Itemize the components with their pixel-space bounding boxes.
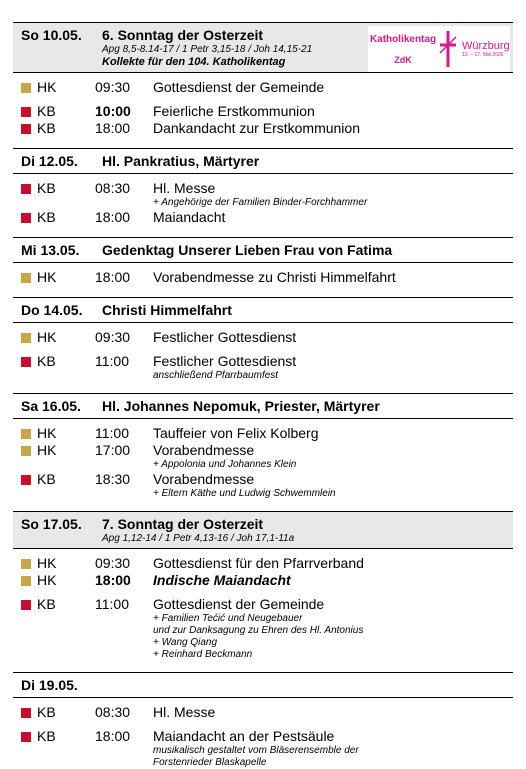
church-code: KB: [37, 209, 56, 225]
service-title: Festlicher Gottesdienst: [153, 329, 297, 345]
service-note: + Eltern Käthe und Ludwig Schwemmlein: [153, 488, 336, 499]
service-entry: [13, 555, 513, 572]
service-title: Indische Maiandacht: [153, 572, 291, 588]
day-date: Sa 16.05.: [21, 398, 81, 414]
service-entry: [13, 442, 513, 459]
church-code: HK: [37, 572, 57, 588]
church-code: KB: [37, 120, 56, 136]
service-note: anschließend Pfarrbaumfest: [153, 370, 279, 381]
logo-city: Würzburg: [462, 39, 510, 52]
hk-marker-icon: [21, 446, 31, 456]
service-note: + Appolonia und Johannes Klein: [153, 459, 297, 470]
kb-marker-icon: [21, 708, 31, 718]
service-time: 10:00: [95, 103, 131, 119]
entry-gap: [13, 346, 513, 353]
church-code: HK: [37, 329, 57, 345]
schedule-sheet: [13, 22, 513, 769]
entry-gap: [13, 721, 513, 728]
katholikentag-logo: [368, 26, 510, 72]
service-time: 11:00: [95, 353, 129, 369]
logo-sub: ZdK: [394, 54, 412, 65]
day-heading: [21, 153, 513, 170]
service-entry: [13, 425, 513, 442]
service-time: 09:30: [95, 79, 131, 95]
hk-marker-icon: [21, 576, 31, 586]
entry-list: [13, 425, 513, 500]
entry-gap: [13, 589, 513, 596]
service-title: Festlicher Gottesdienst: [153, 353, 297, 369]
day-date: Di 12.05.: [21, 153, 78, 169]
service-entry: [13, 704, 513, 721]
kb-marker-icon: [21, 184, 31, 194]
service-title: Gottesdienst der Gemeinde: [153, 79, 325, 95]
service-time: 18:00: [95, 728, 131, 744]
service-entry: [13, 120, 513, 137]
service-title: Tauffeier von Felix Kolberg: [153, 425, 319, 441]
church-code: KB: [37, 704, 56, 720]
entry-list: [13, 555, 513, 661]
service-time: 11:00: [95, 425, 129, 441]
service-entry: [13, 209, 513, 226]
kb-marker-icon: [21, 107, 31, 117]
day-title: Christi Himmelfahrt: [102, 302, 232, 318]
service-title: Vorabendmesse: [153, 442, 255, 458]
day-date: So 17.05.: [21, 516, 82, 532]
collection-note: Kollekte für den 104. Katholikentag: [102, 56, 286, 68]
day-heading: [21, 516, 513, 533]
hk-marker-icon: [21, 559, 31, 569]
entry-list: [13, 269, 513, 286]
hk-marker-icon: [21, 333, 31, 343]
cross-icon: [438, 29, 458, 69]
day-title: Hl. Pankratius, Märtyrer: [102, 153, 260, 169]
day-heading: [21, 242, 513, 259]
service-title: Dankandacht zur Erstkommunion: [153, 120, 360, 136]
day-title: Hl. Johannes Nepomuk, Priester, Märtyrer: [102, 398, 380, 414]
church-code: KB: [37, 353, 56, 369]
service-note: Forstenrieder Blaskapelle: [153, 757, 267, 768]
day-header: [13, 393, 513, 419]
day-heading: [21, 398, 513, 415]
service-time: 08:30: [95, 180, 131, 196]
service-entry: [13, 728, 513, 745]
service-entry: [13, 79, 513, 96]
service-entry: [13, 329, 513, 346]
service-time: 09:30: [95, 555, 131, 571]
day-header: [13, 297, 513, 323]
service-title: Maiandacht: [153, 209, 226, 225]
kb-marker-icon: [21, 213, 31, 223]
entry-list: [13, 79, 513, 137]
service-note: + Angehörige der Familien Binder-Forchhammer: [153, 197, 368, 208]
service-title: Vorabendmesse zu Christi Himmelfahrt: [153, 269, 396, 285]
service-entry: [13, 353, 513, 370]
day-date: Di 19.05.: [21, 677, 78, 693]
church-code: HK: [37, 555, 57, 571]
day-date: So 10.05.: [21, 27, 82, 43]
service-note: musikalisch gestaltet vom Bläserensemble der: [153, 745, 359, 756]
day-header: [13, 672, 513, 698]
service-note: + Familien Tećić und Neugebauer: [153, 613, 303, 624]
service-title: Maiandacht an der Pestsäule: [153, 728, 335, 744]
service-title: Gottesdienst für den Pfarrverband: [153, 555, 364, 571]
day-heading: [21, 302, 513, 319]
service-title: Hl. Messe: [153, 180, 216, 196]
service-title: Hl. Messe: [153, 704, 216, 720]
day-header: [13, 237, 513, 263]
service-time: 09:30: [95, 329, 131, 345]
day-header: [13, 511, 513, 549]
hk-marker-icon: [21, 273, 31, 283]
logo-left: [368, 34, 438, 65]
service-title: Feierliche Erstkommunion: [153, 103, 315, 119]
service-time: 11:00: [95, 596, 129, 612]
church-code: KB: [37, 103, 56, 119]
service-note: + Reinhard Beckmann: [153, 649, 253, 660]
service-time: 18:00: [95, 209, 131, 225]
church-code: KB: [37, 180, 56, 196]
kb-marker-icon: [21, 124, 31, 134]
day-title: 6. Sonntag der Osterzeit: [102, 27, 264, 43]
day-title: Gedenktag Unserer Lieben Frau von Fatima: [102, 242, 393, 258]
service-title: Vorabendmesse: [153, 471, 255, 487]
church-code: HK: [37, 79, 57, 95]
service-time: 18:30: [95, 471, 131, 487]
day-title: 7. Sonntag der Osterzeit: [102, 516, 264, 532]
service-entry: [13, 596, 513, 613]
entry-list: [13, 329, 513, 382]
service-time: 18:00: [95, 572, 131, 588]
readings: Apg 1,12-14 / 1 Petr 4,13-16 / Joh 17,1-11a: [102, 533, 295, 544]
logo-dates: 13. – 17. Mai 2026: [462, 51, 504, 58]
church-code: HK: [37, 442, 57, 458]
day-header: [13, 22, 513, 73]
church-code: HK: [37, 269, 57, 285]
day-header: [13, 148, 513, 174]
kb-marker-icon: [21, 600, 31, 610]
service-note: + Wang Qiang: [153, 637, 218, 648]
logo-brand: Katholikentag: [369, 33, 437, 45]
service-time: 18:00: [95, 269, 131, 285]
hk-marker-icon: [21, 429, 31, 439]
church-code: KB: [37, 471, 56, 487]
entry-list: [13, 180, 513, 226]
hk-marker-icon: [21, 83, 31, 93]
service-time: 08:30: [95, 704, 131, 720]
church-code: HK: [37, 425, 57, 441]
entry-list: [13, 704, 513, 769]
service-time: 17:00: [95, 442, 131, 458]
service-entry: [13, 180, 513, 197]
logo-right: [458, 40, 510, 59]
service-entry: [13, 471, 513, 488]
service-time: 18:00: [95, 120, 131, 136]
service-title: Gottesdienst der Gemeinde: [153, 596, 325, 612]
kb-marker-icon: [21, 732, 31, 742]
church-code: KB: [37, 596, 56, 612]
church-code: KB: [37, 728, 56, 744]
service-entry: [13, 572, 513, 589]
service-entry: [13, 103, 513, 120]
day-date: Do 14.05.: [21, 302, 83, 318]
service-note: und zur Danksagung zu Ehren des Hl. Antonius: [153, 625, 364, 636]
kb-marker-icon: [21, 475, 31, 485]
service-entry: [13, 269, 513, 286]
readings: Apg 8,5-8.14-17 / 1 Petr 3,15-18 / Joh 14,15-21: [102, 44, 313, 55]
kb-marker-icon: [21, 357, 31, 367]
entry-gap: [13, 96, 513, 103]
day-heading: [21, 677, 513, 694]
day-title: [102, 677, 513, 694]
day-date: Mi 13.05.: [21, 242, 80, 258]
